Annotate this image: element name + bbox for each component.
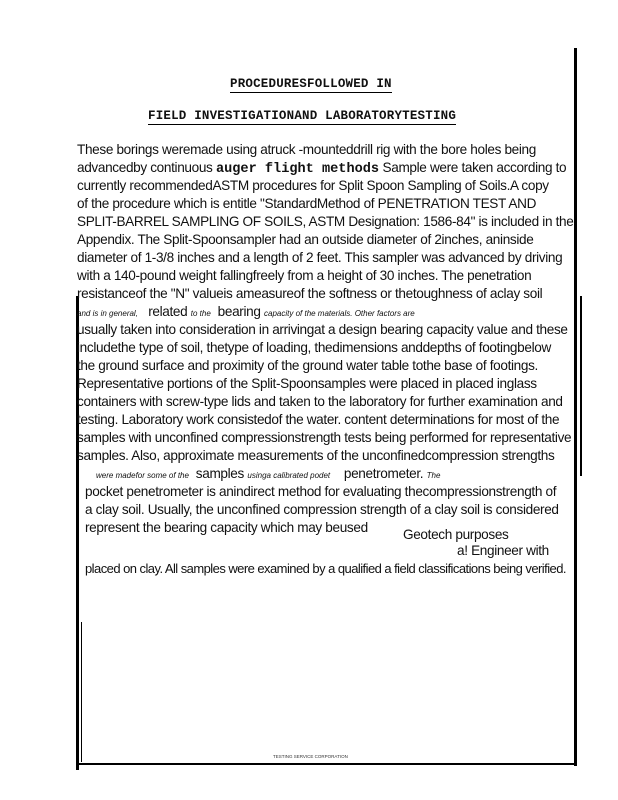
- right-margin-rule: [574, 48, 577, 766]
- line-7: diameter of 1-3/8 inches and a length of 2 feet. This sampler was advanced by driving: [77, 250, 563, 265]
- line-2-emphasis: auger flight methods: [215, 162, 380, 177]
- line-19-a: were madefor some of the: [96, 471, 189, 480]
- line-19-e: The: [426, 471, 441, 480]
- line-13: the ground surface and proximity of the ground water table tothe base of footings.: [77, 358, 538, 373]
- heading-2: FIELD INVESTIGATIONAND LABORATORYTESTING: [148, 109, 457, 123]
- bottom-rule: [78, 763, 576, 765]
- line-16: testing. Laboratory work consistedof the water. content determinations for most of the: [77, 412, 560, 427]
- line-4: of the procedure which is entitle "StandardMethod of PENETRATION TEST AND: [77, 196, 537, 211]
- line-10-b: related: [148, 304, 188, 319]
- line-18: samples. Also, approximate measurements of the unconfinedcompression strengths: [77, 448, 555, 463]
- line-19: [96, 466, 440, 484]
- line-19-d: penetrometer.: [343, 466, 424, 481]
- line-3: currently recommendedASTM procedures for Split Spoon Sampling of Soils.A copy: [77, 178, 549, 193]
- line-9: resistanceof the "N" valueis ameasureof the softness or thetoughness of aclay soil: [77, 286, 543, 301]
- line-21: a clay soil. Usually, the unconfined compression strength of a clay soil is considered: [85, 502, 559, 517]
- line-11: usually taken into consideration in arrivingat a design bearing capacity value and these: [77, 322, 568, 337]
- line-10-e: capacity of the materials. Other factors are: [264, 309, 415, 318]
- line-6: Appendix. The Split-Spoonsampler had an outside diameter of 2inches, aninside: [77, 232, 534, 247]
- right-inner-rule: [580, 296, 582, 476]
- line-12: includethe type of soil, thetype of loading, thedimensions anddepths of footingbelow: [77, 340, 551, 355]
- line-10: [77, 304, 415, 322]
- line-10-c: to the: [190, 309, 211, 318]
- line-15: containers with screw-type lids and taken to the laboratory for further examination and: [77, 394, 563, 409]
- line-5: SPLIT-BARREL SAMPLING OF SOILS, ASTM Designation: 1586-84" is included in the: [77, 214, 574, 229]
- line-19-b: samples: [195, 466, 244, 481]
- line-20: pocket penetrometer is anindirect method for evaluating thecompressionstrength of: [85, 484, 557, 499]
- line-2: [77, 160, 566, 178]
- line-19-c: usinga calibrated podet: [247, 471, 331, 480]
- line-2-end: Sample were taken according to: [382, 160, 567, 175]
- heading-1: PROCEDURESFOLLOWED IN: [230, 77, 392, 91]
- line-23: a! Engineer with: [457, 543, 549, 558]
- line-22: represent the bearing capacity which may beused: [85, 520, 368, 535]
- line-14: Representative portions of the Split-Spoonsamples were placed in placed inglass: [77, 376, 537, 391]
- line-10-d: bearing: [217, 304, 261, 319]
- footer-text: TESTING SERVICE CORPORATION: [273, 754, 348, 759]
- line-10-a: and is in general,: [77, 309, 138, 318]
- left-inner-rule: [81, 622, 82, 762]
- line-1: These borings weremade using atruck -mounteddrill rig with the bore holes being: [77, 142, 536, 157]
- line-2-start: advancedby continuous: [77, 160, 213, 175]
- line-24: placed on clay. All samples were examined by a qualified a field classifications being verified.: [85, 561, 566, 576]
- line-22-right: Geotech purposes: [403, 527, 509, 542]
- line-8: with a 140-pound weight fallingfreely from a height of 30 inches. The penetration: [77, 268, 532, 283]
- line-17: samples with unconfined compressionstrength tests being performed for representative: [77, 430, 572, 445]
